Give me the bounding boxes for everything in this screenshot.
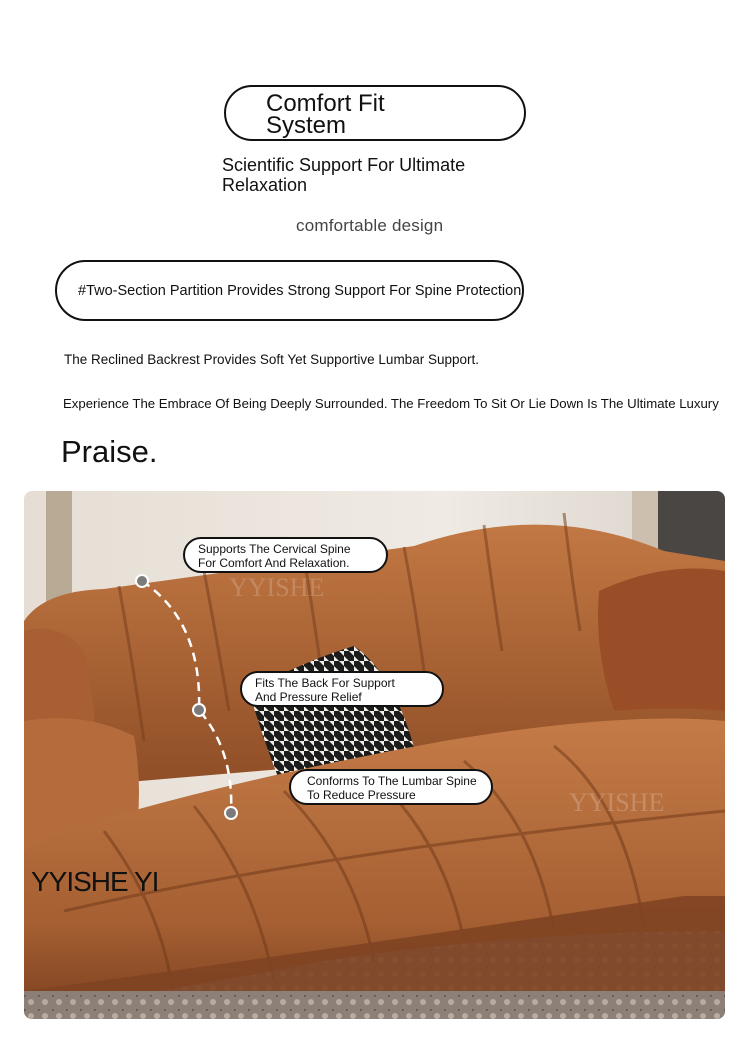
partition-text: #Two-Section Partition Provides Strong Support For Spine Protection xyxy=(78,283,522,299)
callout-lumbar xyxy=(289,769,493,805)
design-label: comfortable design xyxy=(296,216,444,235)
callout-lumbar-line-1: Conforms To The Lumbar Spine xyxy=(307,774,477,788)
callout-lumbar-line-2: To Reduce Pressure xyxy=(307,788,416,802)
callout-back-line-2: And Pressure Relief xyxy=(255,690,362,704)
marker-dot-back xyxy=(193,704,205,716)
praise-heading: Praise. xyxy=(61,434,158,469)
callout-back-line-1: Fits The Back For Support xyxy=(255,676,395,690)
watermark-logo-2: YYISHE xyxy=(569,788,665,817)
brand-text: YYISHE YI xyxy=(31,866,159,897)
watermark-logo-1: YYISHE xyxy=(229,573,325,602)
marker-dot-cervical xyxy=(136,575,148,587)
callout-cervical-line-2: For Comfort And Relaxation. xyxy=(198,556,350,570)
marker-dot-lumbar xyxy=(225,807,237,819)
callout-back xyxy=(240,671,444,707)
callout-cervical xyxy=(183,537,388,573)
backrest-text: The Reclined Backrest Provides Soft Yet Supportive Lumbar Support. xyxy=(64,352,479,367)
subtitle: Scientific Support For Ultimate Relaxation xyxy=(222,155,466,195)
title-pill xyxy=(224,85,526,141)
callout-cervical-line-1: Supports The Cervical Spine xyxy=(198,542,351,556)
title-line-1: Comfort Fit xyxy=(266,90,385,117)
embrace-text: Experience The Embrace Of Being Deeply Surrounded. The Freedom To Sit Or Lie Down Is The Ultimate Luxury xyxy=(63,396,719,411)
title-line-2: System xyxy=(266,112,347,139)
